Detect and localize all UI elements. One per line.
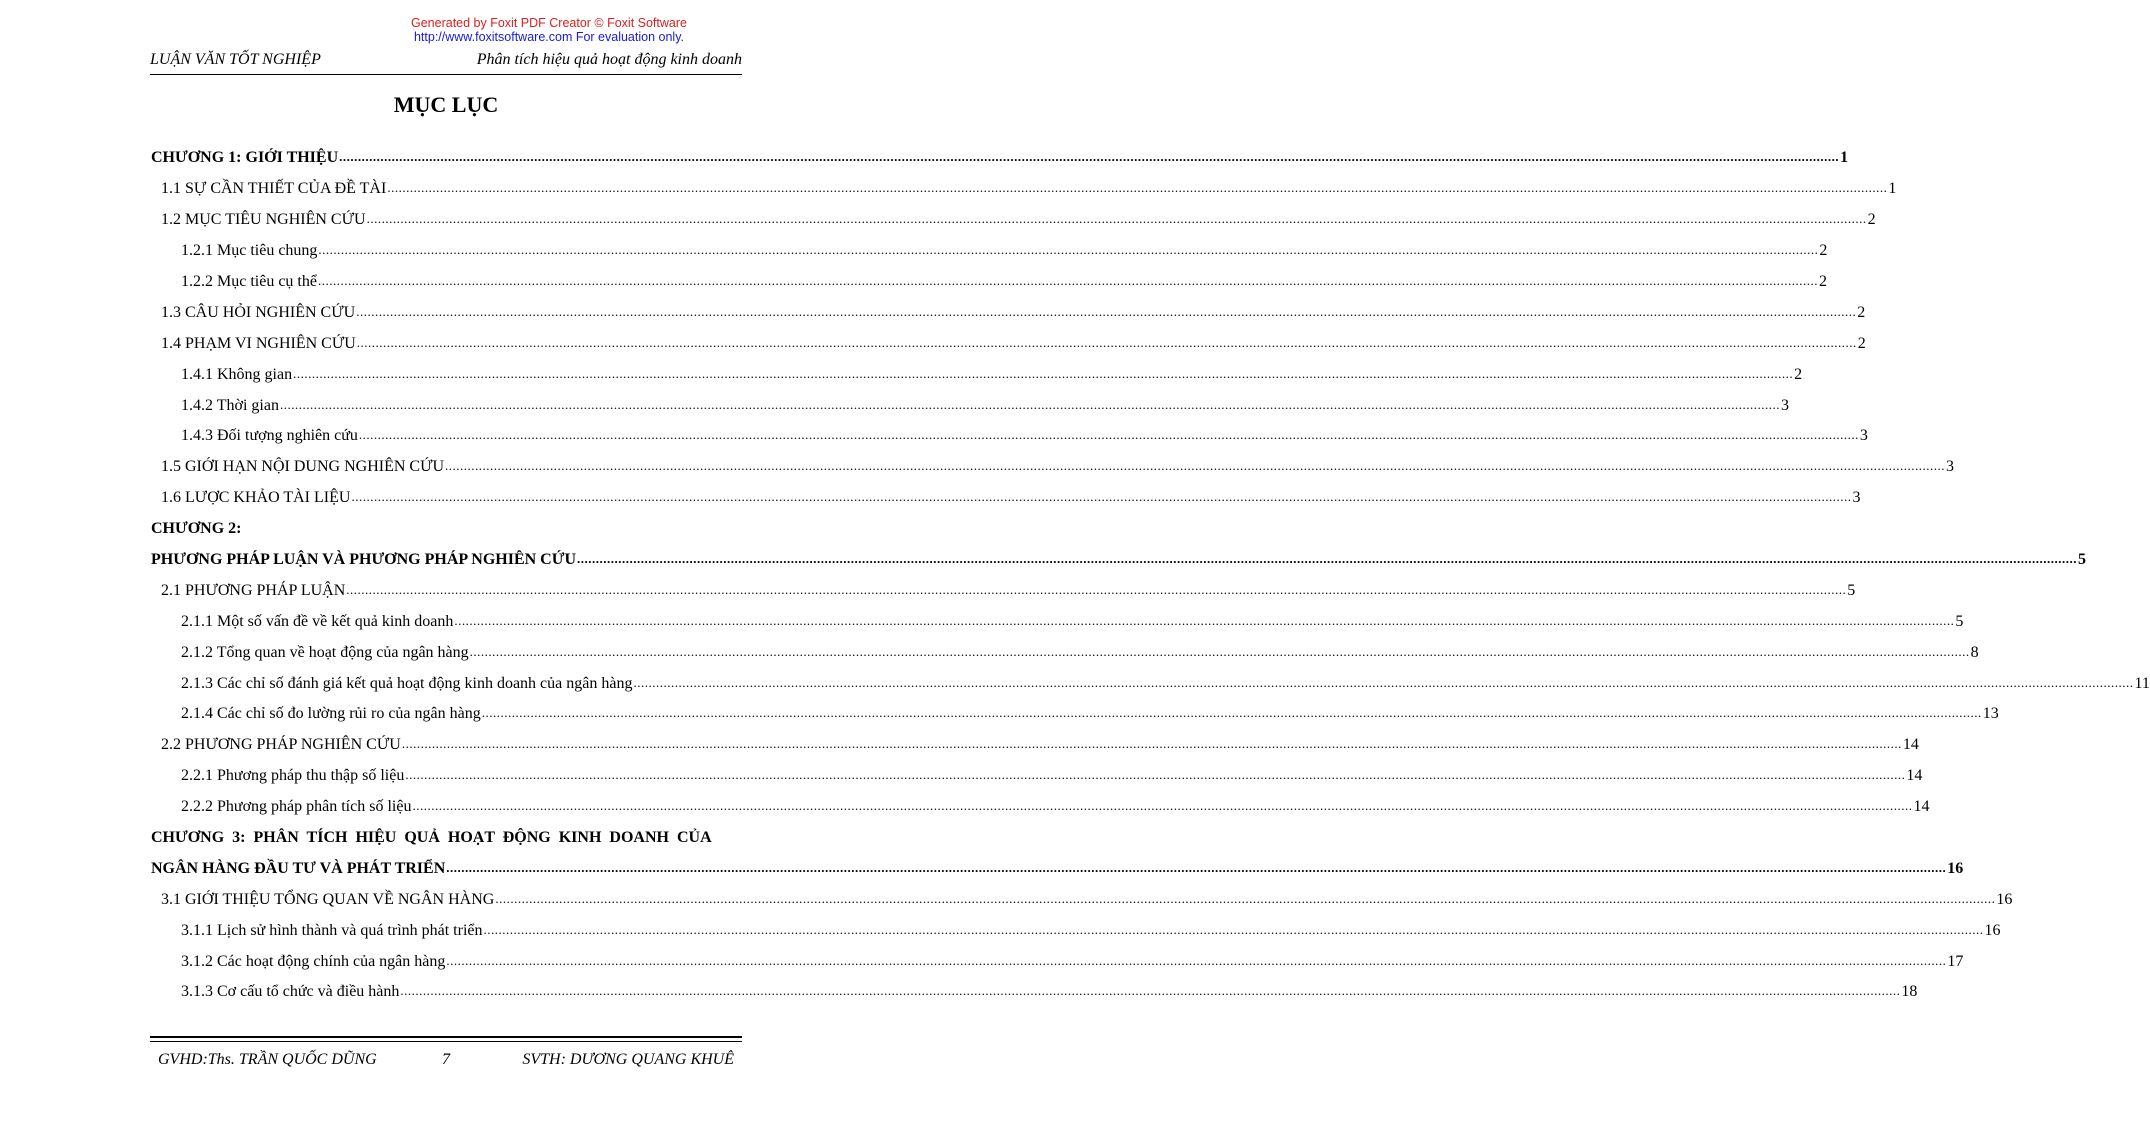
toc-entry-page: 2 (1857, 334, 1866, 352)
toc-dot-leader: ................................................................................................................................................................................................................................................................................................................................................................................................................ (445, 458, 1946, 474)
toc-entry-page: 3 (1946, 458, 1955, 476)
toc-entry-label: CHƯƠNG 1: GIỚI THIỆU (151, 149, 339, 167)
toc-entry-page: 2 (1857, 303, 1866, 321)
toc-entry-page: 1 (1840, 149, 1849, 167)
toc-entry[interactable] (151, 452, 1955, 483)
toc-entry-label: 1.6 LƯỢC KHẢO TÀI LIỆU (161, 489, 351, 507)
toc-dot-leader: ................................................................................................................................................................................................................................................................................................................................................................................................................ (317, 273, 1818, 288)
toc-entry[interactable] (151, 730, 1919, 761)
page-header (150, 51, 742, 69)
header-divider (150, 74, 742, 75)
toc-dot-leader: ................................................................................................................................................................................................................................................................................................................................................................................................................ (633, 674, 2134, 690)
toc-entry-label: 2.1.3 Các chỉ số đánh giá kết quả hoạt động kinh doanh của ngân hàng (181, 674, 633, 692)
footer-student: SVTH: DƯƠNG QUANG KHUÊ (522, 1051, 734, 1068)
toc-entry-page: 18 (1901, 983, 1918, 1001)
toc-entry-page: 16 (1947, 859, 1964, 877)
toc-entry-label: 2.1.4 Các chỉ số đo lường rủi ro của ngân hàng (181, 705, 481, 723)
toc-entry-label: 1.4 PHẠM VI NGHIÊN CỨU (161, 334, 356, 352)
toc-entry[interactable] (151, 174, 1897, 205)
toc-entry-label: 1.2 MỤC TIÊU NGHIÊN CỨU (161, 211, 366, 229)
toc-entry-label: 2.1.2 Tổng quan về hoạt động của ngân hàng (181, 643, 469, 661)
toc-entry[interactable] (151, 668, 2150, 699)
foxit-watermark (411, 16, 687, 44)
toc-entry-page: 16 (1984, 921, 2001, 939)
toc-entry[interactable] (151, 545, 2087, 576)
toc-entry-label: 3.1.3 Cơ cấu tổ chức và điều hành (181, 983, 400, 1001)
toc-entry-label: 1.3 CÂU HỎI NGHIÊN CỨU (161, 303, 356, 321)
header-left-title: LUẬN VĂN TỐT NGHIỆP (150, 51, 321, 68)
toc-entry-page: 17 (1947, 952, 1964, 970)
toc-entry[interactable] (151, 575, 1856, 606)
toc-dot-leader: ................................................................................................................................................................................................................................................................................................................................................................................................................ (318, 242, 1819, 258)
toc-entry[interactable] (151, 792, 1930, 823)
toc-entry-label: CHƯƠNG 2: (151, 520, 242, 538)
toc-dot-leader: ................................................................................................................................................................................................................................................................................................................................................................................................................ (401, 736, 1902, 752)
toc-entry-page: 8 (1970, 643, 1979, 661)
toc-dot-leader: ................................................................................................................................................................................................................................................................................................................................................................................................................ (412, 798, 1913, 814)
toc-entry-label: PHƯƠNG PHÁP LUẬN VÀ PHƯƠNG PHÁP NGHIÊN CỨU (151, 551, 577, 569)
toc-dot-leader: ................................................................................................................................................................................................................................................................................................................................................................................................................ (454, 612, 1955, 628)
toc-entry-label: 1.4.2 Thời gian (181, 396, 279, 414)
toc-dot-leader: ................................................................................................................................................................................................................................................................................................................................................................................................................ (339, 149, 1840, 165)
footer-advisor: GVHD:Ths. TRẦN QUỐC DŨNG (158, 1051, 377, 1068)
toc-entry[interactable] (151, 483, 1861, 514)
toc-dot-leader: ................................................................................................................................................................................................................................................................................................................................................................................................................ (405, 767, 1906, 783)
toc-entry-label: 3.1.2 Các hoạt động chính của ngân hàng (181, 952, 446, 970)
toc-dot-leader: ................................................................................................................................................................................................................................................................................................................................................................................................................ (358, 427, 1859, 443)
toc-entry[interactable] (151, 267, 1827, 298)
toc-dot-leader: ................................................................................................................................................................................................................................................................................................................................................................................................................ (356, 334, 1857, 350)
toc-dot-leader: ................................................................................................................................................................................................................................................................................................................................................................................................................ (346, 581, 1847, 597)
toc-dot-leader: ................................................................................................................................................................................................................................................................................................................................................................................................................ (483, 921, 1984, 937)
toc-dot-leader: ................................................................................................................................................................................................................................................................................................................................................................................................................ (366, 211, 1867, 227)
toc-entry-label: 3.1.1 Lịch sử hình thành và quá trình phát triển (181, 921, 483, 939)
toc-entry[interactable] (151, 390, 1789, 421)
toc-entry-label: 1.1 SỰ CẦN THIẾT CỦA ĐỀ TÀI (161, 180, 387, 198)
toc-entry-label: 1.4.1 Không gian (181, 365, 293, 383)
toc-entry-page: 11 (2134, 674, 2150, 692)
toc-entry[interactable] (151, 915, 2001, 946)
toc-entry-label: 1.5 GIỚI HẠN NỘI DUNG NGHIÊN CỨU (161, 458, 445, 476)
toc-entry-label: 2.2 PHƯƠNG PHÁP NGHIÊN CỨU (161, 736, 401, 754)
footer-divider-thin (150, 1041, 742, 1042)
watermark-line-1: Generated by Foxit PDF Creator © Foxit Software (411, 16, 687, 30)
toc-entry-page: 16 (1996, 890, 2013, 908)
toc-entry[interactable] (151, 823, 714, 854)
table-of-contents (151, 143, 2150, 1008)
toc-dot-leader: ................................................................................................................................................................................................................................................................................................................................................................................................................ (293, 365, 1794, 381)
toc-entry-page: 2 (1867, 211, 1876, 229)
page-footer (158, 1051, 734, 1073)
toc-entry-label: 2.1 PHƯƠNG PHÁP LUẬN (161, 581, 346, 599)
toc-dot-leader: ................................................................................................................................................................................................................................................................................................................................................................................................................ (400, 983, 1901, 999)
toc-dot-leader: ................................................................................................................................................................................................................................................................................................................................................................................................................ (356, 303, 1857, 319)
toc-entry[interactable] (151, 699, 1999, 730)
toc-entry[interactable] (151, 236, 1828, 267)
toc-entry-page: 3 (1780, 396, 1789, 414)
toc-entry-label: 3.1 GIỚI THIỆU TỔNG QUAN VỀ NGÂN HÀNG (161, 890, 495, 908)
toc-entry-label: NGÂN HÀNG ĐẦU TƯ VÀ PHÁT TRIỂN (151, 859, 446, 877)
toc-entry-page: 14 (1906, 767, 1923, 785)
toc-dot-leader: ................................................................................................................................................................................................................................................................................................................................................................................................................ (279, 396, 1780, 412)
toc-entry[interactable] (151, 884, 2013, 915)
toc-entry-label: 1.2.2 Mục tiêu cụ thể (181, 273, 317, 290)
toc-entry-page: 2 (1819, 242, 1828, 260)
toc-entry-page: 3 (1852, 489, 1861, 507)
toc-entry[interactable] (151, 205, 1876, 236)
watermark-line-2: http://www.foxitsoftware.com For evaluation only. (413, 30, 684, 44)
toc-entry-page: 2 (1794, 365, 1803, 383)
toc-entry[interactable] (151, 328, 1866, 359)
toc-entry[interactable] (151, 761, 1923, 792)
toc-entry-page: 13 (1982, 705, 1999, 723)
header-right-title: Phân tích hiệu quả hoạt động kinh doanh (476, 51, 742, 68)
toc-dot-leader: ................................................................................................................................................................................................................................................................................................................................................................................................................ (469, 643, 1970, 659)
toc-entry[interactable] (151, 359, 1803, 390)
toc-entry[interactable] (151, 143, 1849, 174)
toc-entry[interactable] (151, 606, 1964, 637)
toc-entry[interactable] (151, 514, 714, 545)
footer-divider-thick (150, 1036, 742, 1038)
toc-dot-leader: ................................................................................................................................................................................................................................................................................................................................................................................................................ (446, 859, 1947, 875)
toc-entry-page: 5 (1955, 612, 1964, 630)
toc-entry[interactable] (151, 297, 1866, 328)
toc-entry[interactable] (151, 853, 1964, 884)
toc-entry[interactable] (151, 977, 1918, 1008)
toc-entry-label: 2.2.2 Phương pháp phân tích số liệu (181, 798, 412, 816)
footer-page-number: 7 (442, 1051, 450, 1068)
toc-entry-page: 1 (1888, 180, 1897, 198)
toc-dot-leader: ................................................................................................................................................................................................................................................................................................................................................................................................................ (387, 180, 1888, 196)
toc-entry-label: 1.2.1 Mục tiêu chung (181, 242, 318, 260)
toc-entry-page: 5 (2078, 551, 2087, 569)
toc-dot-leader: ................................................................................................................................................................................................................................................................................................................................................................................................................ (446, 952, 1947, 968)
toc-entry-label: 2.2.1 Phương pháp thu thập số liệu (181, 767, 405, 785)
toc-dot-leader: ................................................................................................................................................................................................................................................................................................................................................................................................................ (481, 705, 1982, 721)
toc-entry-page: 5 (1847, 581, 1856, 599)
toc-dot-leader: ................................................................................................................................................................................................................................................................................................................................................................................................................ (577, 551, 2078, 567)
toc-entry-page: 14 (1902, 736, 1919, 754)
toc-dot-leader: ................................................................................................................................................................................................................................................................................................................................................................................................................ (495, 890, 1996, 906)
toc-entry-label: 2.1.1 Một số vấn đề về kết quả kinh doanh (181, 612, 454, 630)
toc-entry-page: 3 (1859, 427, 1868, 445)
page-title: MỤC LỤC (393, 92, 499, 117)
toc-entry-label: 1.4.3 Đối tượng nghiên cứu (181, 427, 358, 445)
toc-entry[interactable] (151, 421, 1868, 452)
toc-dot-leader: ................................................................................................................................................................................................................................................................................................................................................................................................................ (351, 489, 1852, 505)
toc-entry-label: CHƯƠNG 3: PHÂN TÍCH HIỆU QUẢ HOẠT ĐỘNG KINH DOANH CỦA (151, 829, 712, 847)
toc-entry-page: 2 (1818, 273, 1827, 290)
toc-entry[interactable] (151, 637, 1979, 668)
toc-entry-page: 14 (1913, 798, 1930, 816)
toc-entry[interactable] (151, 946, 1964, 977)
